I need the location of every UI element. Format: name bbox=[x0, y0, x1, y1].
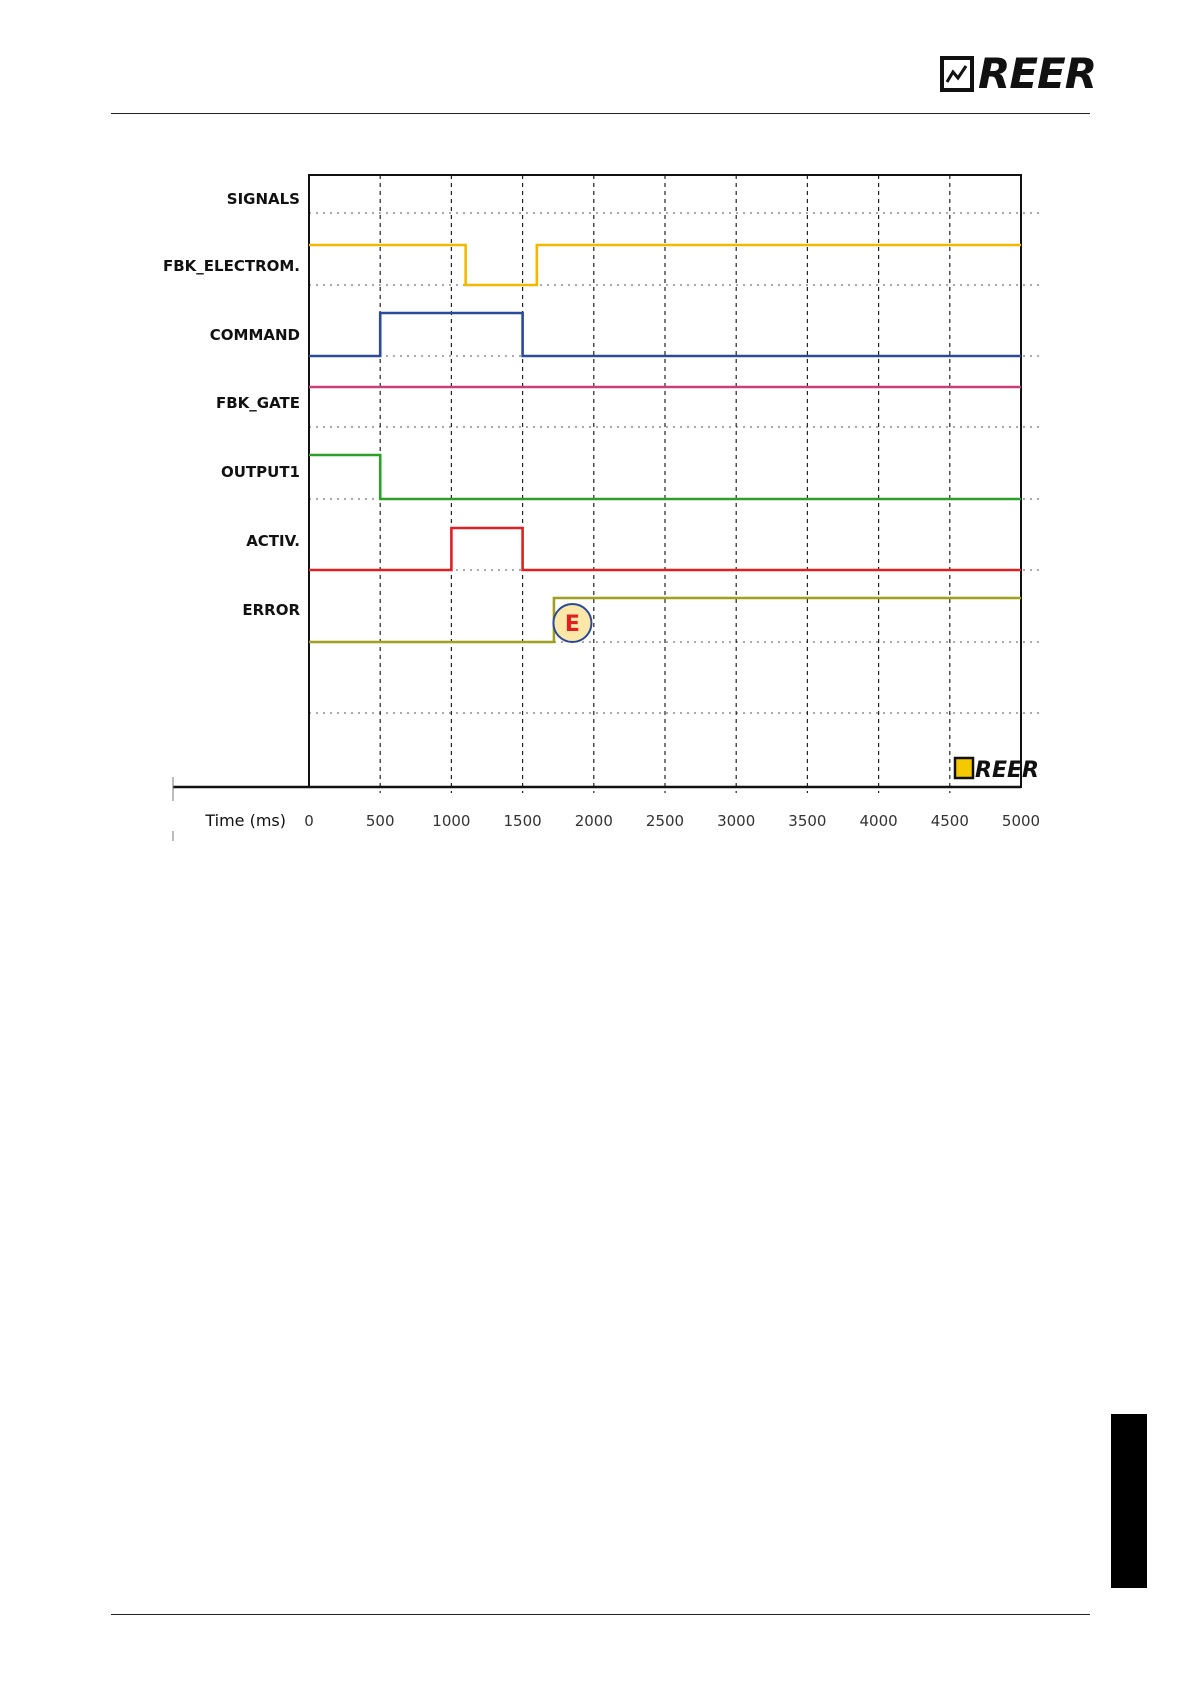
signal-label: FBK_ELECTROM. bbox=[162, 257, 300, 275]
signal-label: COMMAND bbox=[209, 326, 300, 344]
chart-watermark bbox=[955, 758, 1039, 783]
x-tick-label: 3500 bbox=[788, 812, 827, 830]
signal-label: OUTPUT1 bbox=[220, 463, 300, 481]
error-marker-label: E bbox=[564, 612, 580, 637]
x-tick-label: 3000 bbox=[717, 812, 756, 830]
x-tick-label: 1000 bbox=[432, 812, 471, 830]
x-tick-label: 2500 bbox=[645, 812, 685, 830]
signal-label: ERROR bbox=[242, 601, 300, 619]
x-tick-label: 1500 bbox=[503, 812, 542, 830]
x-tick-label: 5000 bbox=[1001, 812, 1041, 830]
signal-label: FBK_GATE bbox=[215, 394, 300, 412]
series-line-output1 bbox=[309, 455, 1021, 499]
x-tick-label: 4000 bbox=[859, 812, 898, 830]
signals-header-label: SIGNALS bbox=[226, 190, 300, 208]
watermark-mark-icon bbox=[955, 758, 973, 778]
x-tick-label: 2000 bbox=[574, 812, 613, 830]
x-tick-label: 4500 bbox=[930, 812, 969, 830]
brand-name: REER bbox=[978, 49, 1097, 98]
section-tab bbox=[1111, 1414, 1147, 1588]
series-line-activ bbox=[309, 528, 1021, 570]
signal-label: ACTIV. bbox=[246, 532, 300, 550]
x-axis-title: Time (ms) bbox=[205, 811, 286, 830]
footer-divider bbox=[111, 1614, 1090, 1615]
x-tick-label: 0 bbox=[304, 812, 314, 830]
series-line-error bbox=[309, 598, 1021, 642]
x-tick-label: 500 bbox=[365, 812, 395, 830]
watermark-text: REER bbox=[975, 758, 1039, 783]
